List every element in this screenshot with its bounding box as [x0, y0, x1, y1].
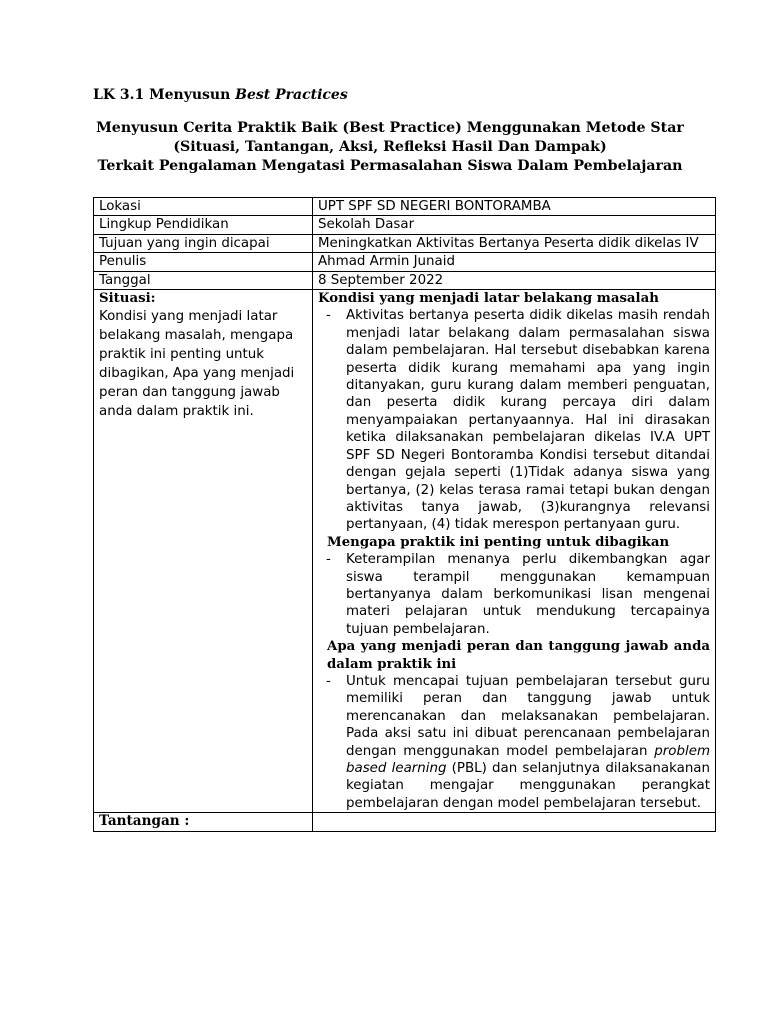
worksheet-label-prefix: LK 3.1 Menyusun [93, 87, 236, 103]
tantangan-value [313, 813, 716, 831]
latar-belakang-list [318, 307, 710, 533]
latar-belakang-heading: Kondisi yang menjadi latar belakang masalah [318, 291, 659, 307]
row-lokasi [94, 198, 716, 216]
peran-heading: Apa yang menjadi peran dan tanggung jawab anda dalam praktik ini [327, 639, 710, 672]
mengapa-penting-list [318, 551, 710, 638]
document-title [60, 119, 720, 176]
peran-text-b: (PBL) dan selanjutnya dilaksanakanan kegiatan mengajar menggunakan perangkat pembelajaran dengan model pembelajaran tersebut. [346, 761, 710, 811]
penulis-label: Penulis [94, 253, 313, 271]
peran-list [318, 673, 710, 812]
worksheet-label [93, 87, 348, 103]
situasi-left-cell [94, 290, 313, 813]
tujuan-value: Meningkatkan Aktivitas Bertanya Peserta didik dikelas IV [313, 234, 716, 252]
peran-text-a: Untuk mencapai tujuan pembelajaran tersebut guru memiliki peran dan tanggung jawab untuk merencanakan dan melaksanakan pembelajaran. Pada aksi satu ini dibuat perencanaan pembelajaran dengan menggunakan model pembelajaran [346, 673, 710, 759]
tantangan-label: Tantangan : [94, 813, 313, 831]
row-tantangan [94, 813, 716, 831]
tanggal-value: 8 September 2022 [313, 271, 716, 289]
tanggal-label: Tanggal [94, 271, 313, 289]
title-line-1: Menyusun Cerita Praktik Baik (Best Practice) Menggunakan Metode Star [96, 120, 684, 136]
situasi-label: Situasi: [99, 291, 156, 307]
lokasi-label: Lokasi [94, 198, 313, 216]
title-line-2: (Situasi, Tantangan, Aksi, Refleksi Hasil Dan Dampak) [173, 139, 607, 155]
peran-text [346, 673, 710, 812]
peran-text-italic: problem based learning [346, 743, 710, 776]
row-lingkup [94, 216, 716, 234]
row-situasi [94, 290, 716, 813]
title-line-3: Terkait Pengalaman Mengatasi Permasalahan Siswa Dalam Pembelajaran [97, 158, 683, 174]
lokasi-value: UPT SPF SD NEGERI BONTORAMBA [313, 198, 716, 216]
row-tanggal [94, 271, 716, 289]
worksheet-label-italic: Best Practices [235, 87, 348, 103]
row-penulis [94, 253, 716, 271]
mengapa-penting-heading: Mengapa praktik ini penting untuk dibagikan [327, 534, 670, 550]
mengapa-penting-text: - Keterampilan menanya perlu dikembangkan agar siswa terampil menggunakan kemampuan bertanyanya dalam berkomunikasi lisan mengenai materi pelajaran untuk mendukung tercapainya tujuan pembelajaran. [346, 551, 710, 638]
lingkup-label: Lingkup Pendidikan [94, 216, 313, 234]
situasi-content-cell [313, 290, 716, 813]
best-practice-form-table [93, 197, 716, 832]
situasi-description: Kondisi yang menjadi latar belakang masalah, mengapa praktik ini penting untuk dibagikan, Apa yang menjadi peran dan tanggung jawab anda dalam praktik ini. [99, 309, 295, 420]
latar-belakang-text: - Aktivitas bertanya peserta didik dikelas masih rendah menjadi latar belakang dalam permasalahan siswa dalam pembelajaran. Hal tersebut disebabkan karena peserta didik kurang memahami apa yang ingin ditanyakan, guru kurang dalam memberi penguatan, dan peserta didik kurang percaya diri dalam menyampaiakan pertanyaannya. Hal ini dirasakan ketika dilaksanakan pembelajaran dikelas IV.A UPT SPF SD Negeri Bontoramba Kondisi tersebut ditandai dengan gejala seperti (1)Tidak adanya siswa yang bertanya, (2) kelas terasa ramai tetapi bukan dengan aktivitas tanya jawab, (3)kurangnya relevansi pertanyaan, (4) tidak merespon pertanyaan guru. [346, 307, 710, 533]
lingkup-value: Sekolah Dasar [313, 216, 716, 234]
penulis-value: Ahmad Armin Junaid [313, 253, 716, 271]
row-tujuan [94, 234, 716, 252]
tujuan-label: Tujuan yang ingin dicapai [94, 234, 313, 252]
